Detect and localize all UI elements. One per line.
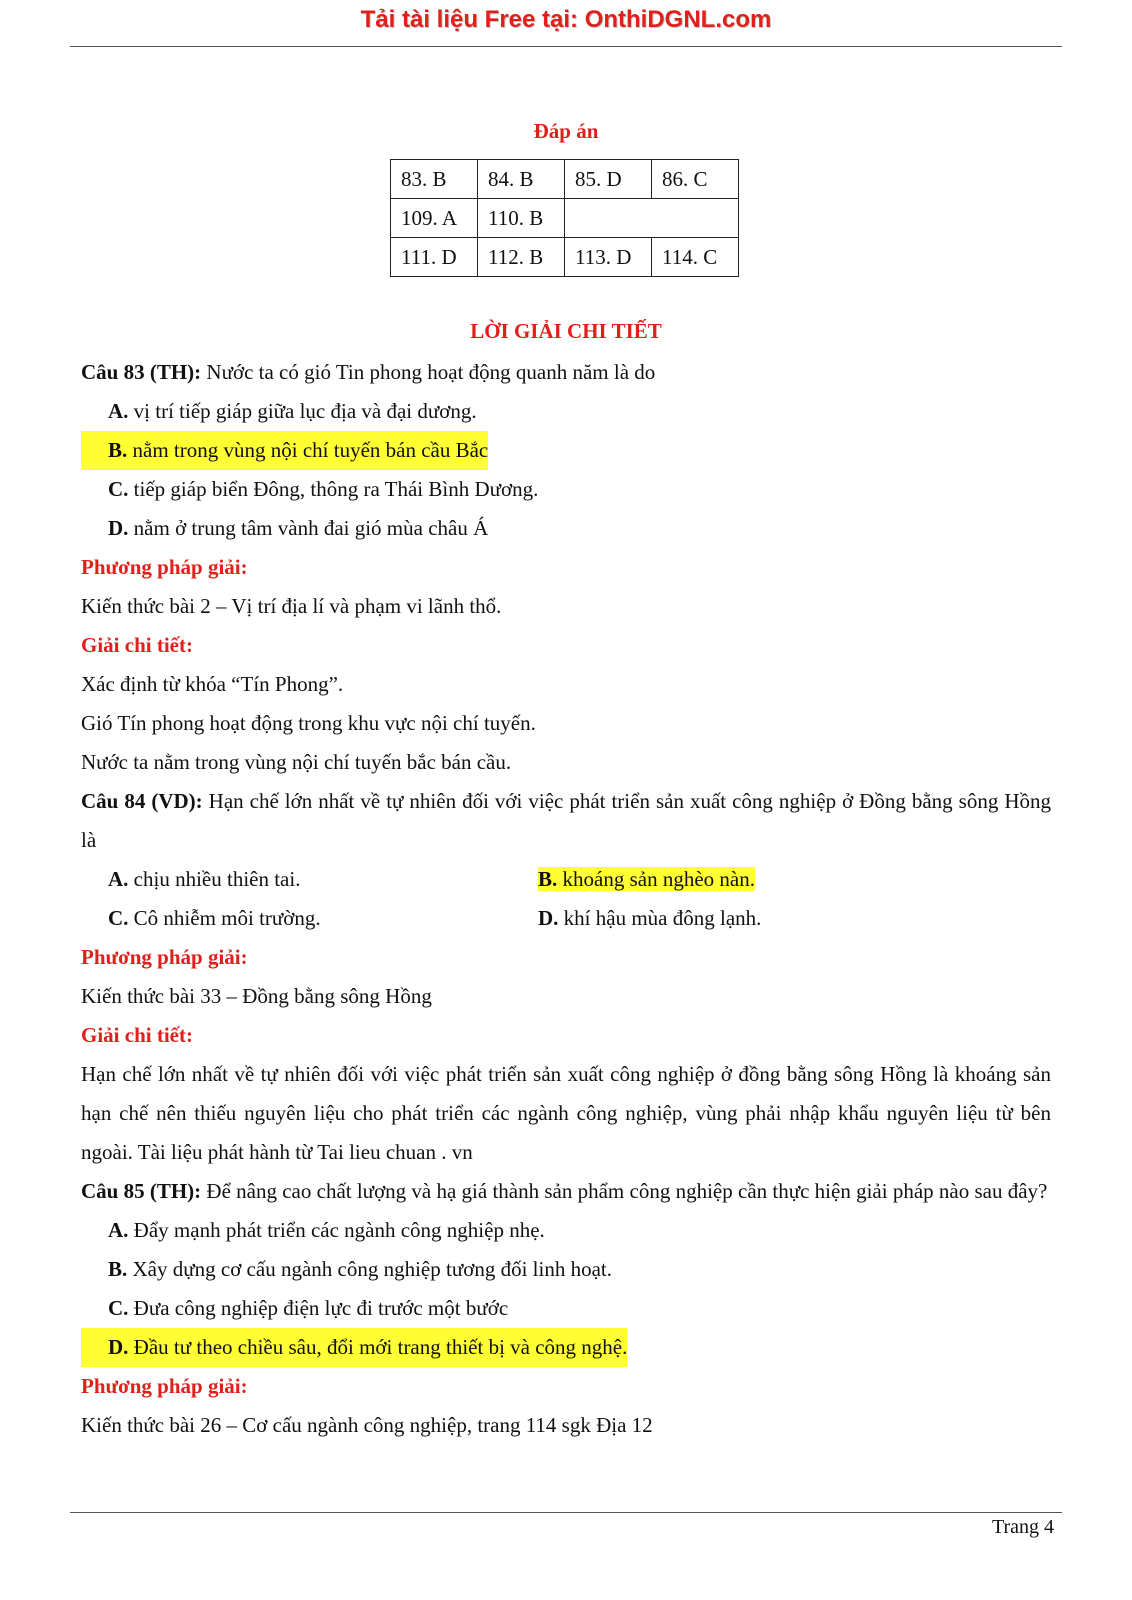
detail-heading: Giải chi tiết: xyxy=(81,633,193,657)
question-text: Để nâng cao chất lượng và hạ giá thành sản phẩm công nghiệp cần thực hiện giải pháp nào sau đây? xyxy=(201,1179,1048,1203)
table-cell: 86. C xyxy=(652,160,739,199)
question-83 xyxy=(81,353,1051,392)
option-b-correct xyxy=(81,431,1051,470)
option-key: D. xyxy=(108,1335,129,1359)
table-cell: 112. B xyxy=(478,238,565,277)
option-key: C. xyxy=(108,477,129,501)
option-text: Đưa công nghiệp điện lực đi trước một bước xyxy=(128,1296,509,1320)
detail-text: Hạn chế lớn nhất về tự nhiên đối với việc phát triển sản xuất công nghiệp ở đồng bằng sông Hồng là khoáng sản hạn chế nên thiếu nguyên liệu cho phát triển các ngành công nghiệp, vùng phải nhập khẩu nguyên liệu từ bên ngoài. Tài liệu phát hành từ Tai lieu chuan . vn xyxy=(81,1062,1051,1164)
table-cell: 110. B xyxy=(478,199,565,238)
question-84 xyxy=(81,782,1051,860)
option-key: B. xyxy=(108,1257,128,1281)
answer-highlight xyxy=(81,431,488,470)
option-text: khí hậu mùa đông lạnh. xyxy=(558,906,762,930)
question-text: Hạn chế lớn nhất về tự nhiên đối với việc phát triển sản xuất công nghiệp ở Đồng bằng sông Hồng là xyxy=(81,789,1051,852)
question-label: Câu 84 (VD): xyxy=(81,789,203,813)
option-a xyxy=(81,1211,1051,1250)
question-label: Câu 83 (TH): xyxy=(81,360,202,384)
option-d xyxy=(81,509,1051,548)
table-row xyxy=(391,199,739,238)
option-c xyxy=(81,1289,1051,1328)
method-text: Kiến thức bài 33 – Đồng bằng sông Hồng xyxy=(81,984,432,1008)
table-row xyxy=(391,160,739,199)
table-cell: 84. B xyxy=(478,160,565,199)
table-cell: 109. A xyxy=(391,199,478,238)
option-text: nằm trong vùng nội chí tuyến bán cầu Bắc xyxy=(127,438,489,462)
option-key: D. xyxy=(108,516,129,540)
question-label: Câu 85 (TH): xyxy=(81,1179,202,1203)
method-heading: Phương pháp giải: xyxy=(81,945,248,969)
option-key: D. xyxy=(538,906,559,930)
option-text: vị trí tiếp giáp giữa lục địa và đại dương. xyxy=(128,399,477,423)
option-key: C. xyxy=(108,906,129,930)
page-number: Trang 4 xyxy=(991,1516,1054,1538)
detail-text: Gió Tín phong hoạt động trong khu vực nội chí tuyến. xyxy=(81,711,536,735)
option-c xyxy=(81,899,538,938)
options-row xyxy=(81,860,1051,899)
table-cell: 114. C xyxy=(652,238,739,277)
options-row xyxy=(81,899,1051,938)
table-cell: 111. D xyxy=(391,238,478,277)
header-divider xyxy=(70,46,1062,47)
option-text: Xây dựng cơ cấu ngành công nghiệp tương đối linh hoạt. xyxy=(127,1257,612,1281)
option-d xyxy=(538,899,1051,938)
method-heading: Phương pháp giải: xyxy=(81,1374,248,1398)
option-text: tiếp giáp biển Đông, thông ra Thái Bình Dương. xyxy=(128,477,539,501)
table-cell: 83. B xyxy=(391,160,478,199)
answer-highlight xyxy=(81,1328,627,1367)
option-text: khoáng sản nghèo nàn. xyxy=(557,867,755,891)
option-text: Đầu tư theo chiều sâu, đổi mới trang thiết bị và công nghệ. xyxy=(128,1335,628,1359)
option-a xyxy=(81,860,538,899)
detail-text: Nước ta nằm trong vùng nội chí tuyến bắc bán cầu. xyxy=(81,750,512,774)
option-b-correct xyxy=(538,860,1051,899)
option-text: Đẩy mạnh phát triển các ngành công nghiệp nhẹ. xyxy=(128,1218,545,1242)
option-text: chịu nhiều thiên tai. xyxy=(128,867,301,891)
option-b xyxy=(81,1250,1051,1289)
option-key: A. xyxy=(108,1218,129,1242)
answer-key-table xyxy=(390,159,739,277)
option-d-correct xyxy=(81,1328,1051,1367)
option-c xyxy=(81,470,1051,509)
answer-highlight xyxy=(538,867,755,891)
option-text: Cô nhiễm môi trường. xyxy=(128,906,321,930)
answer-key-title: Đáp án xyxy=(533,119,599,143)
option-key: A. xyxy=(108,399,129,423)
option-a xyxy=(81,392,1051,431)
method-text: Kiến thức bài 26 – Cơ cấu ngành công nghiệp, trang 114 sgk Địa 12 xyxy=(81,1413,653,1437)
option-key: B. xyxy=(538,867,558,891)
footer-divider xyxy=(70,1512,1062,1513)
table-cell: 85. D xyxy=(565,160,652,199)
option-key: C. xyxy=(108,1296,129,1320)
table-cell: 113. D xyxy=(565,238,652,277)
option-key: A. xyxy=(108,867,129,891)
question-85 xyxy=(81,1172,1051,1211)
method-heading: Phương pháp giải: xyxy=(81,555,248,579)
download-banner[interactable]: Tải tài liệu Free tại: OnthiDGNL.com xyxy=(360,6,772,33)
option-key: B. xyxy=(108,438,128,462)
question-text: Nước ta có gió Tin phong hoạt động quanh năm là do xyxy=(201,360,656,384)
option-text: nằm ở trung tâm vành đai gió mùa châu Á xyxy=(128,516,489,540)
method-text: Kiến thức bài 2 – Vị trí địa lí và phạm vi lãnh thổ. xyxy=(81,594,502,618)
detail-heading: Giải chi tiết: xyxy=(81,1023,193,1047)
table-cell xyxy=(565,199,739,238)
solution-title: LỜI GIẢI CHI TIẾT xyxy=(470,319,662,343)
solution-content xyxy=(81,353,1051,1445)
table-row xyxy=(391,238,739,277)
detail-text: Xác định từ khóa “Tín Phong”. xyxy=(81,672,344,696)
